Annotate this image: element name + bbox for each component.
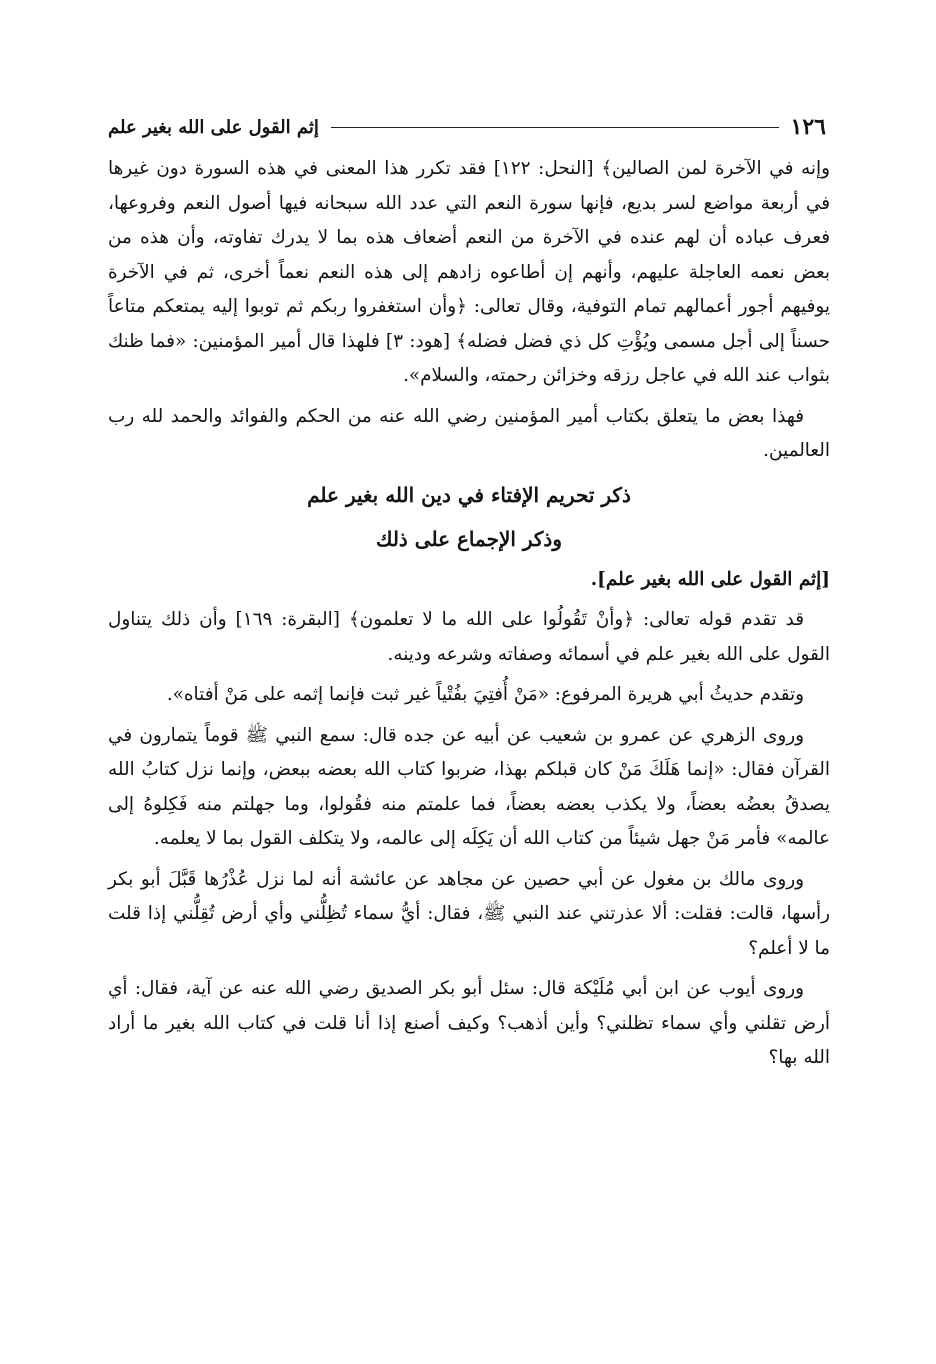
header-rule [331, 127, 779, 128]
running-title: إثم القول على الله بغير علم [108, 116, 319, 138]
paragraph: قد تقدم قوله تعالى: ﴿وأنْ تَقُولُوا على الله ما لا تعلمون﴾ [البقرة: ١٦٩] وأن ذلك يتناول القول على الله بغير علم في أسمائه وصفاته وشرعه ودينه. [108, 609, 830, 665]
paragraph: وروى مالك بن مغول عن أبي حصين عن مجاهد عن عائشة أنه لما نزل عُذْرُها قَبَّلَ أبو بكر رأسها، قالت: فقلت: ألا عذرتني عند النبي ﷺ، فقال: أيُّ سماء تُظِلُّني وأي أرض تُقِلُّني إذا قلت ما لا أعلم؟ [108, 868, 830, 959]
paragraph: وتقدم حديثُ أبي هريرة المرفوع: «مَنْ أُفتِيَ بفُتْياً غير ثبت فإنما إثمه على مَنْ أفتاه». [166, 684, 804, 705]
page-number: ١٢٦ [790, 114, 826, 140]
topic-title: [إثم القول على الله بغير علم]. [590, 568, 830, 590]
section-subheading: وذكر الإجماع على ذلك [375, 526, 562, 551]
section-heading: ذكر تحريم الإفتاء في دين الله بغير علم [307, 482, 631, 507]
page-body [108, 152, 830, 1082]
page-header [108, 110, 826, 144]
paragraph: فهذا بعض ما يتعلق بكتاب أمير المؤمنين رضي الله عنه من الحكم والفوائد والحمد لله رب العالمين. [108, 405, 830, 461]
paragraph: وروى أيوب عن ابن أبي مُلَيْكة قال: سئل أبو بكر الصديق رضي الله عنه عن آية، فقال: أي أرض تقلني وأي سماء تظلني؟ وأين أذهب؟ وكيف أصنع إذا أنا قلت في كتاب الله بغير ما أراد الله بها؟ [108, 978, 830, 1068]
paragraph: وإنه في الآخرة لمن الصالين﴾ [النحل: ١٢٢] فقد تكرر هذا المعنى في هذه السورة دون غيرها في أربعة مواضع لسر بديع، فإنها سورة النعم التي عدد الله سبحانه فيها أصول النعم وفروعها، فعرف عباده أن لهم عنده في الآخرة من النعم أضعاف هذه بما لا يدرك تفاوته، وأن هذه من بعض نعمه العاجلة عليهم، وأنهم إن أطاعوه زادهم إلى هذه النعم نعماً أخرى، ثم في الآخرة يوفيهم أجور أعمالهم تمام التوفية، وقال تعالى: ﴿وأن استغفروا ربكم ثم توبوا إليه يمتعكم متاعاً حسناً إلى أجل مسمى ويُؤْتِ كل ذي فضل فضله﴾ [هود: ٣] فلهذا قال أمير المؤمنين: «فما ظنك بثواب عند الله في عاجل رزقه وخزائن رحمته، والسلام». [108, 158, 830, 386]
paragraph: وروى الزهري عن عمرو بن شعيب عن أبيه عن جده قال: سمع النبي ﷺ قوماً يتمارون في القرآن فقال: «إنما هَلَكَ مَنْ كان قبلكم بهذا، ضربوا كتاب الله بعضه ببعض، وإنما نزل كتابُ الله يصدقُ بعضُه بعضاً، ولا يكذب بعضه بعضاً، فما علمتم منه فقُولوا، وما جهلتم منه فَكِلوهُ إلى عالمه» فأمر مَنْ جهل شيئاً من كتاب الله أن يَكِلَه إلى عالمه، ولا يتكلف القول بما لا يعلمه. [108, 724, 830, 849]
